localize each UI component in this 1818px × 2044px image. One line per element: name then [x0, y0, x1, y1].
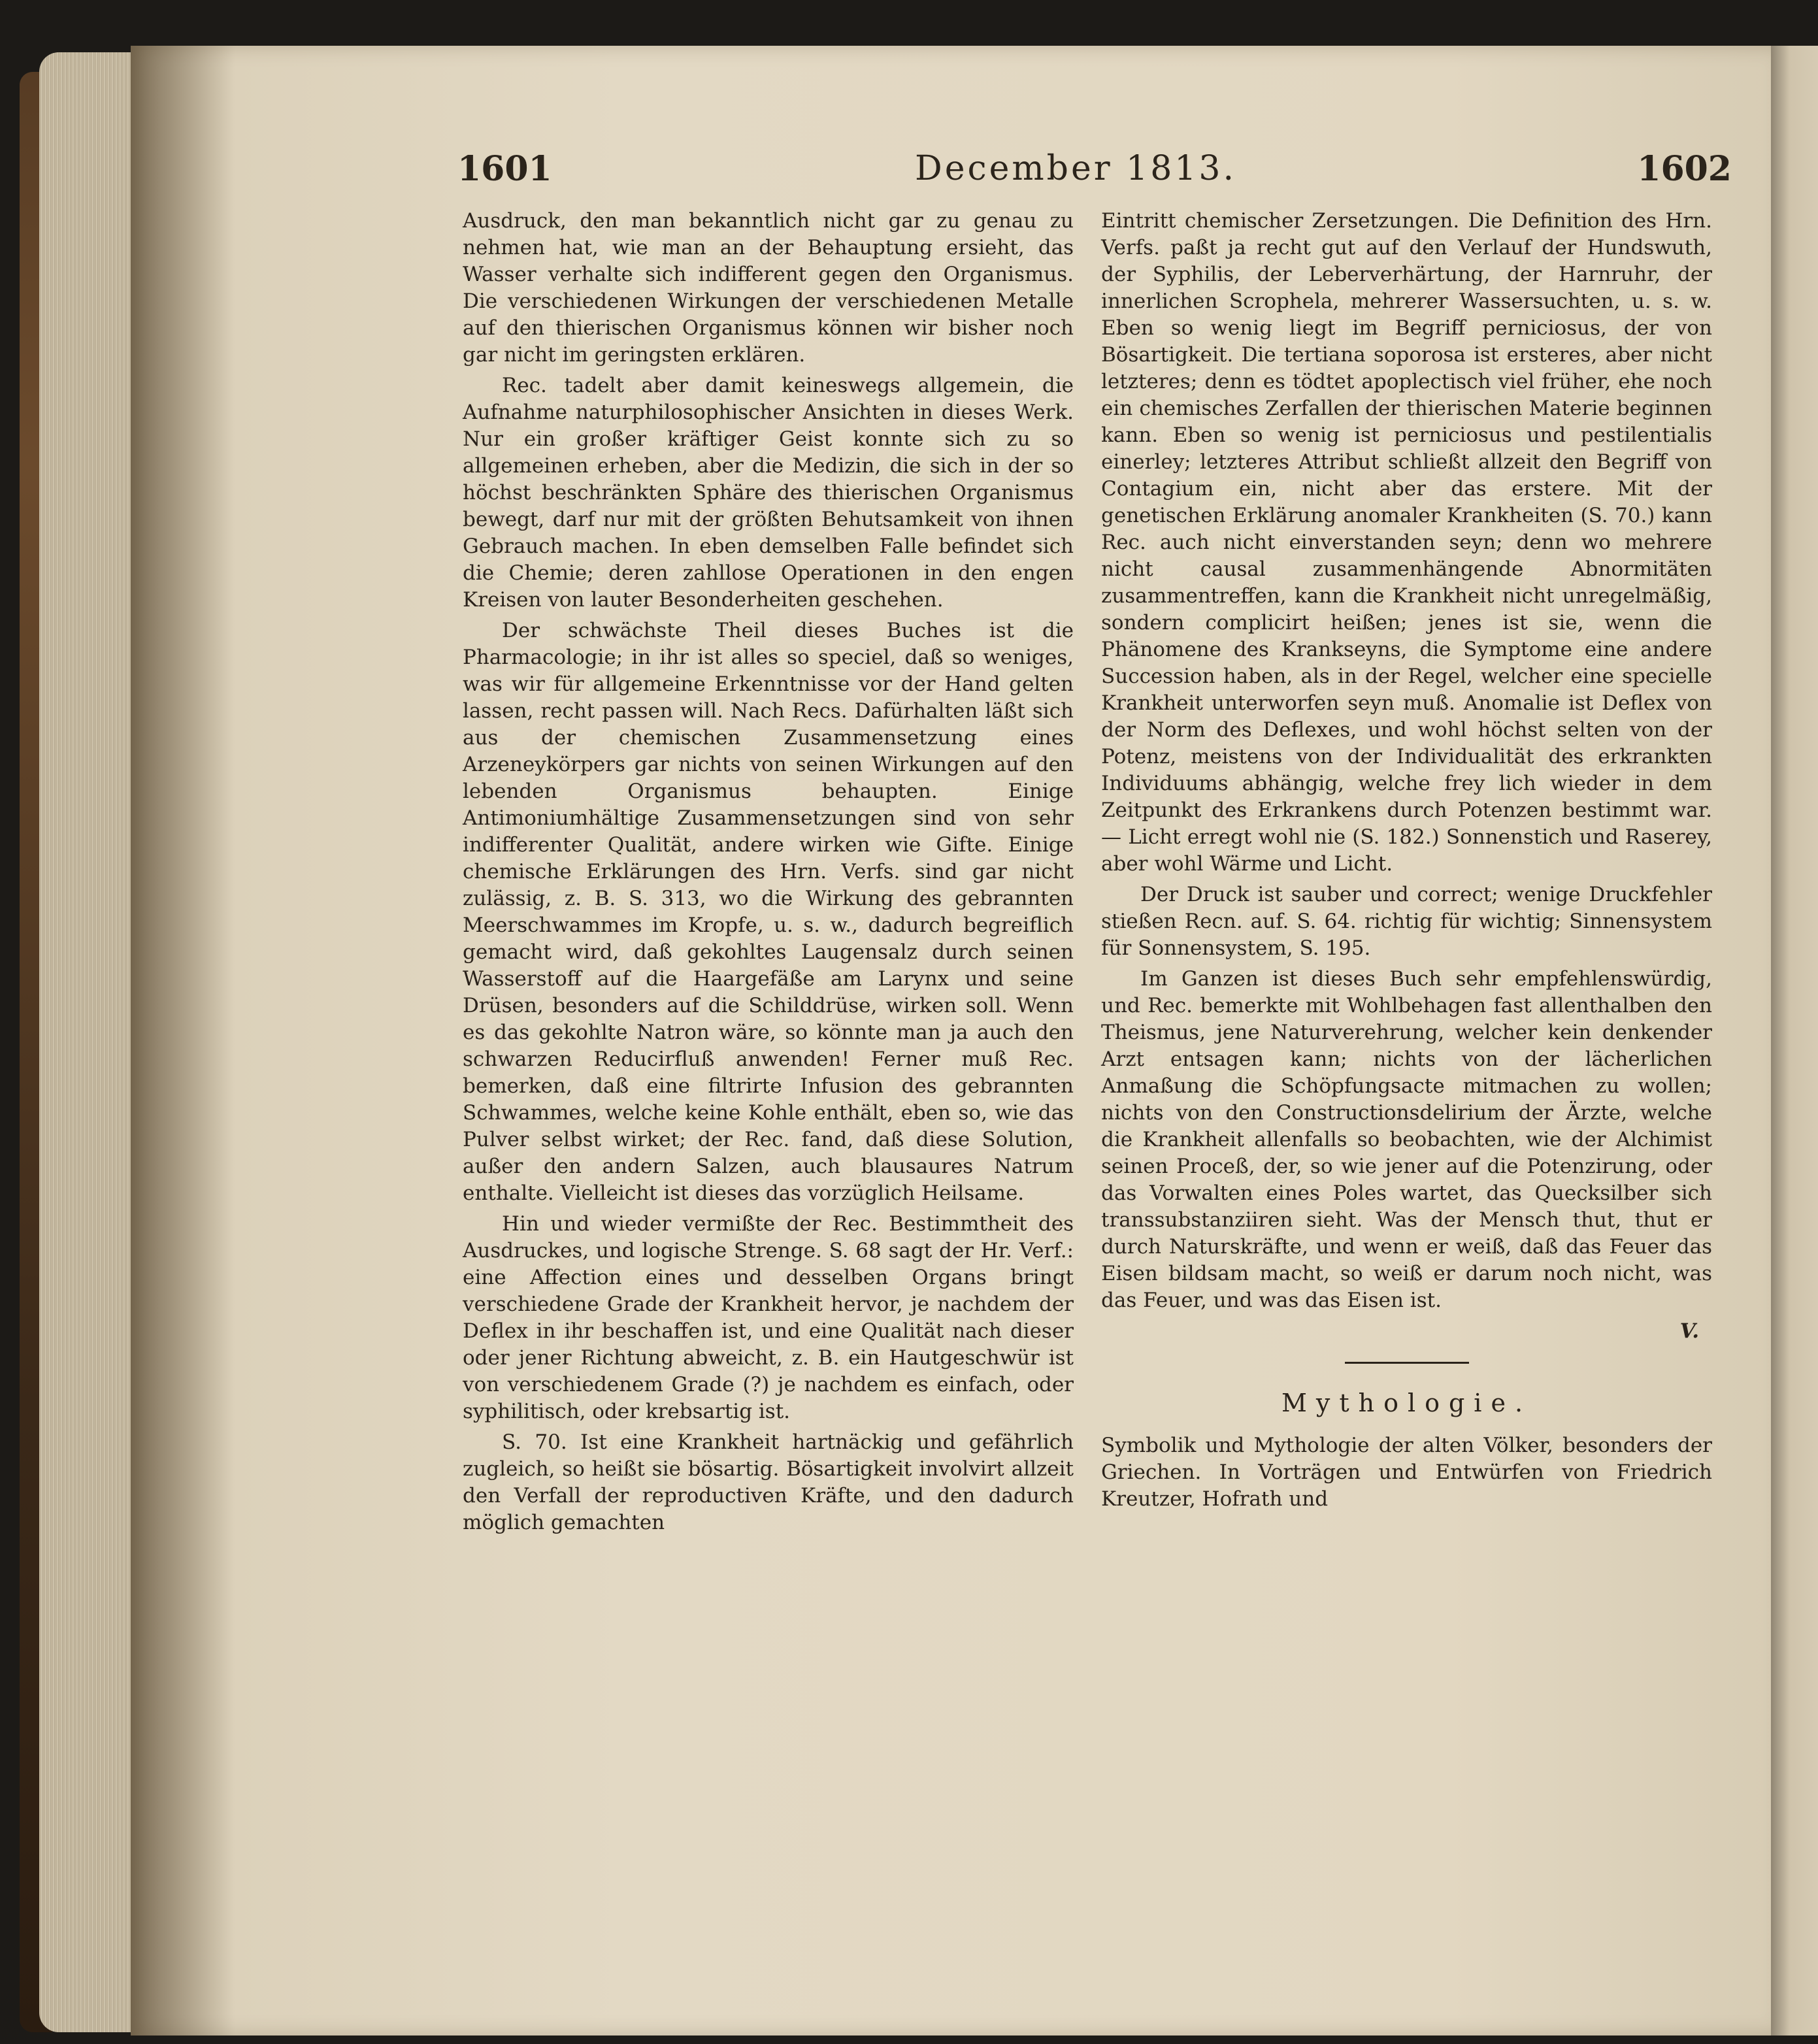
page-number-left: 1601 [457, 149, 552, 189]
running-head [457, 149, 1732, 195]
section-heading: Mythologie. [1281, 1389, 1532, 1417]
paragraph: Rec. tadelt aber damit keineswegs allgemein, die Aufnahme naturphilosophischer Ansichten in dieses Werk. Nur ein großer kräftiger Geist konnte sich zu so allgemeinen erheben, aber die Medizin, die sich in der so höchst beschränkten Sphäre des thierischen Organismus bewegt, darf nur mit der größten Behutsamkeit von ihnen Gebrauch machen. In eben demselben Falle befindet sich die Chemie; deren zahllose Operationen in den engen Kreisen von lauter Besonderheiten geschehen. [463, 374, 1074, 612]
paragraph: Im Ganzen ist dieses Buch sehr empfehlenswürdig, und Rec. bemerkte mit Wohlbehagen fast allenthalben den Theismus, jene Naturverehrung, welcher kein denkender Arzt entsagen kann; nichts von der lächerlichen Anmaßung die Schöpfungsacte mitmachen zu wollen; nichts von den Constructionsdelirium der Ärzte, welche die Krankheit allenfalls so beobachten, wie der Alchimist seinen Proceß, der, so wie jener auf die Potenzirung, oder das Vorwalten eines Poles wartet, das Quecksilber sich transsubstanziiren sieht. Was der Mensch thut, thut er durch Naturskräfte, und wenn er weiß, daß das Feuer das Eisen bildsam macht, so weiß er darum noch nicht, was das Feuer, und was das Eisen ist. [1101, 967, 1712, 1312]
page-edges [39, 52, 144, 2032]
review-signature: V. [1679, 1319, 1699, 1343]
paragraph: Ausdruck, den man bekanntlich nicht gar zu genau zu nehmen hat, wie man an der Behauptung ersieht, das Wasser verhalte sich indifferent gegen den Organismus. Die verschiedenen Wirkungen der verschiedenen Metalle auf den thierischen Organismus können wir bisher noch gar nicht im geringsten erklären. [463, 209, 1074, 367]
paragraph: Der schwächste Theil dieses Buches ist die Pharmacologie; in ihr ist alles so speciel, daß so weniges, was wir für allgemeine Erkenntnisse vor der Hand gelten lassen, recht passen will. Nach Recs. Dafürhalten läßt sich aus der chemischen Zusammensetzung eines Arzeneykörpers gar nichts von seinen Wirkungen auf den lebenden Organismus behaupten. Einige Antimoniumhältige Zusammensetzungen sind von sehr indifferenter Qualität, andere wirken wie Gifte. Einige chemische Erklärungen des Hrn. Verfs. sind gar nicht zulässig, z. B. S. 313, wo die Wirkung des gebrannten Meerschwammes im Kropfe, u. s. w., dadurch begreiflich gemacht wird, daß gekohltes Laugensalz durch seinen Wasserstoff auf die Haargefäße am Larynx und seine Drüsen, besonders auf die Schilddrüse, wirken soll. Wenn es das gekohlte Natron wäre, so könnte man ja auch den schwarzen Reducirfluß anwenden! Ferner muß Rec. bemerken, daß eine filtrirte Infusion des gebrannten Schwammes, welche keine Kohle enthält, eben so, wie das Pulver selbst wirket; der Rec. fand, daß diese Solution, außer den andern Salzen, auch blausaures Natrum enthalte. Vielleicht ist dieses das vorzüglich Heilsame. [463, 619, 1074, 1205]
paragraph: S. 70. Ist eine Krankheit hartnäckig und gefährlich zugleich, so heißt sie bösartig. Bösartigkeit involvirt allzeit den Verfall der reproductiven Kräfte, und den dadurch möglich gemachten [463, 1430, 1074, 1534]
book-title: Symbolik und Mythologie der alten Völker, besonders der Griechen. In Vorträgen und Entwürfen von Friedrich Kreutzer, Hofrath und [1101, 1434, 1712, 1511]
left-column [463, 208, 1074, 1540]
running-title: December 1813. [915, 149, 1236, 188]
right-column [1101, 208, 1712, 1517]
paragraph: Eintritt chemischer Zersetzungen. Die Definition des Hrn. Verfs. paßt ja recht gut auf den Verlauf der Hundswuth, der Syphilis, der Leberverhärtung, der Harnruhr, der innerlichen Scrophela, mehrerer Wassersuchten, u. s. w. Eben so wenig liegt im Begriff perniciosus, der von Bösartigkeit. Die tertiana soporosa ist ersteres, aber nicht letzteres; denn es tödtet apoplectisch viel früher, ehe noch ein chemisches Zerfallen der thierischen Materie beginnen kann. Eben so wenig ist perniciosus und pestilentialis einerley; letzteres Attribut schließt allzeit den Begriff von Contagium ein, nicht aber das erstere. Mit der genetischen Erklärung anomaler Krankheiten (S. 70.) kann Rec. auch nicht einverstanden seyn; denn wo mehrere nicht causal zusammenhängende Abnormitäten zusammentreffen, kann die Krankheit nicht unregelmäßig, sondern complicirt heißen; jenes ist sie, wenn die Phänomene des Krankseyns, die Symptome eine andere Succession haben, als in der Regel, welcher eine specielle Krankheit unterworfen seyn muß. Anomalie ist Deflex von der Norm des Deflexes, und wohl höchst selten von der Potenz, meistens von der Individualität des erkrankten Individuums abhängig, welche frey lich wieder in dem Zeitpunkt des Erkrankens durch Potenzen bestimmt war. — Licht erregt wohl nie (S. 182.) Sonnenstich und Raserey, aber wohl Wärme und Licht. [1101, 209, 1712, 876]
paragraph: Hin und wieder vermißte der Rec. Bestimmtheit des Ausdruckes, und logische Strenge. S. 68 sagt der Hr. Verf.: eine Affection eines und desselben Organs bringt verschiedene Grade der Krankheit hervor, je nachdem der Deflex in ihr beschaffen ist, und eine Qualität nach dieser oder jener Richtung abweicht, z. B. ein Hautgeschwür ist von verschiedenem Grade (?) je nachdem es einfach, oder syphilitisch, oder krebsartig ist. [463, 1212, 1074, 1423]
paragraph: Der Druck ist sauber und correct; wenige Druckfehler stießen Recn. auf. S. 64. richtig für wichtig; Sinnensystem für Sonnensystem, S. 195. [1101, 883, 1712, 960]
gutter-shadow [131, 46, 235, 2036]
next-page-edge [1771, 46, 1818, 2036]
section-divider [1345, 1362, 1469, 1364]
page-number-right: 1602 [1637, 149, 1732, 189]
